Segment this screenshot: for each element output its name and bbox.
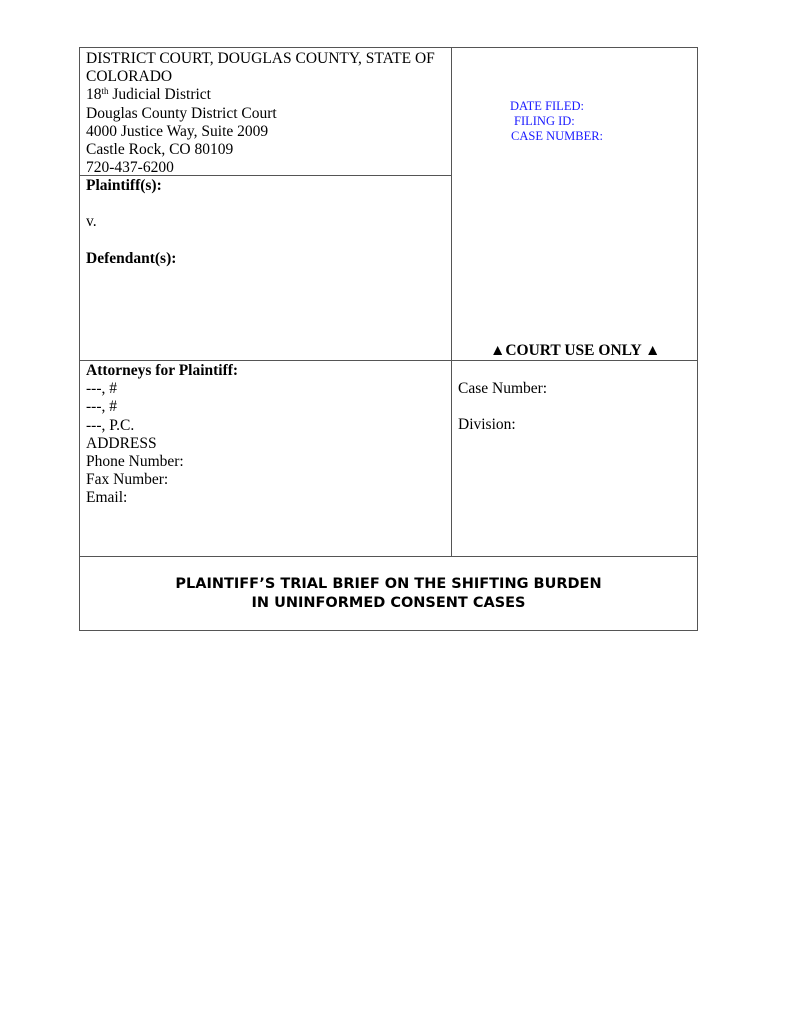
plaintiff-label: Plaintiff(s): bbox=[86, 177, 162, 194]
court-info bbox=[86, 50, 435, 177]
parties-section-divider bbox=[80, 360, 697, 361]
attorney-line-2: ---, # bbox=[86, 398, 117, 416]
court-street-address: 4000 Justice Way, Suite 2009 bbox=[86, 122, 269, 140]
column-divider bbox=[451, 48, 452, 557]
attorneys-heading: Attorneys for Plaintiff: bbox=[86, 362, 239, 379]
filing-id-label: FILING ID: bbox=[514, 114, 575, 129]
case-info bbox=[458, 380, 547, 435]
attorneys-section-divider bbox=[80, 556, 697, 557]
court-city-address: Castle Rock, CO 80109 bbox=[86, 141, 234, 159]
document-title-line2: IN UNINFORMED CONSENT CASES bbox=[251, 594, 526, 611]
document-title-line1: PLAINTIFF’S TRIAL BRIEF ON THE SHIFTING BURDEN bbox=[175, 576, 602, 592]
case-caption-table bbox=[79, 47, 698, 631]
attorney-fax: Fax Number: bbox=[86, 471, 169, 489]
court-phone: 720-437-6200 bbox=[86, 159, 174, 177]
attorney-email: Email: bbox=[86, 489, 128, 507]
filing-stamp bbox=[510, 99, 603, 145]
attorney-firm: ---, P.C. bbox=[86, 416, 135, 434]
case-number-label: Case Number: bbox=[458, 380, 548, 397]
court-use-only: ▲COURT USE ONLY ▲ bbox=[490, 342, 661, 359]
parties-info bbox=[86, 177, 176, 268]
attorney-address: ADDRESS bbox=[86, 434, 157, 452]
date-filed-label: DATE FILED: bbox=[510, 99, 584, 113]
versus-text: v. bbox=[86, 213, 97, 231]
attorney-line-1: ---, # bbox=[86, 380, 117, 398]
court-name-line1: DISTRICT COURT, DOUGLAS COUNTY, STATE OF bbox=[86, 50, 435, 67]
division-label: Division: bbox=[458, 416, 516, 434]
stamp-case-number-label: CASE NUMBER: bbox=[511, 129, 604, 144]
court-location-name: Douglas County District Court bbox=[86, 104, 277, 122]
defendant-label: Defendant(s): bbox=[86, 249, 177, 267]
document-title bbox=[80, 575, 697, 612]
attorney-phone: Phone Number: bbox=[86, 453, 184, 471]
judicial-district: 18th Judicial District bbox=[86, 86, 211, 104]
court-name-line2: COLORADO bbox=[86, 68, 173, 86]
attorneys-info bbox=[86, 362, 238, 508]
